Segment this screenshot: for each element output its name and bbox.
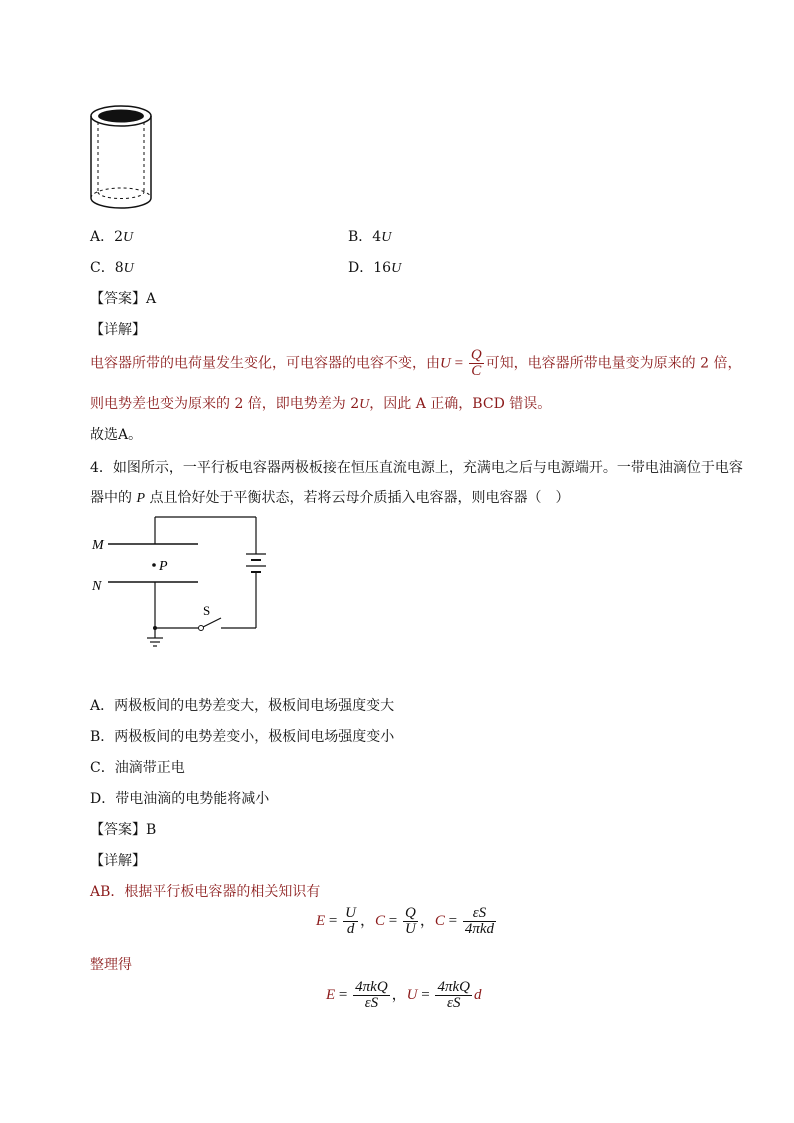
plate-m-label: M — [92, 538, 104, 553]
q4-stem-line-2: 器中的 P 点且恰好处于平衡状态，若将云母介质插入电容器，则电容器（ ） — [90, 490, 570, 506]
q3-option-b: B．4U — [348, 229, 392, 245]
q4-option-b: B．两极板间的电势差变小，极板间电场强度变小 — [90, 729, 395, 745]
plate-n-label: N — [92, 579, 102, 594]
q3-option-a: A．2U — [90, 229, 134, 245]
q4-option-d: D．带电油滴的电势能将减小 — [90, 791, 270, 807]
q3-option-d: D．16U — [348, 260, 402, 276]
q4-detail-header: 【详解】 — [90, 853, 146, 869]
q3-answer: 【答案】A — [90, 291, 157, 307]
q4-option-a: A．两极板间的电势差变大，极板间电场强度变大 — [90, 698, 395, 714]
formula-e-c-relations: E = $\frac{U}{d}$ ，C = $\frac{Q}{U}$ ，C = $\frac{\varepsilon S}{\text{4πkd}}$ — [316, 905, 495, 937]
q4-organize: 整理得 — [90, 957, 132, 973]
q3-detail-header: 【详解】 — [90, 322, 146, 338]
q3-explanation-line-1: 电容器所带的电荷量发生变化，可电容器的电容不变，由U = $\frac{Q}{C}$ 可知，电容器所带电量变为原来的 2 倍， — [90, 347, 742, 379]
q3-explanation-line-2: 则电势差也变为原来的 2 倍，即电势差为 2U，因此 A 正确，BCD 错误。 — [90, 396, 552, 412]
point-p-label: P — [159, 559, 168, 574]
q4-stem-line-1: 4．如图所示，一平行板电容器两极板接在恒压直流电源上，充满电之后与电源端开。一带电油滴位于电容 — [90, 460, 743, 476]
capacitor-circuit-figure — [88, 510, 268, 655]
q3-option-c: C．8U — [90, 260, 134, 276]
q3-conclusion: 故选A。 — [90, 427, 143, 443]
q4-answer: 【答案】B — [90, 822, 157, 838]
q4-ab-text: AB．根据平行板电容器的相关知识有 — [90, 884, 321, 900]
q4-option-c: C．油滴带正电 — [90, 760, 185, 776]
q-over-c-fraction: $\frac{Q}{C}$ — [470, 347, 482, 379]
formula-e-u-result: E = $\frac{\text{4πkQ}}{\varepsilon S}$ ，U = $\frac{\text{4πkQ}}{\varepsilon S}$ d — [326, 979, 482, 1011]
switch-s-label: S — [203, 603, 211, 618]
cylinder-figure — [86, 100, 162, 216]
